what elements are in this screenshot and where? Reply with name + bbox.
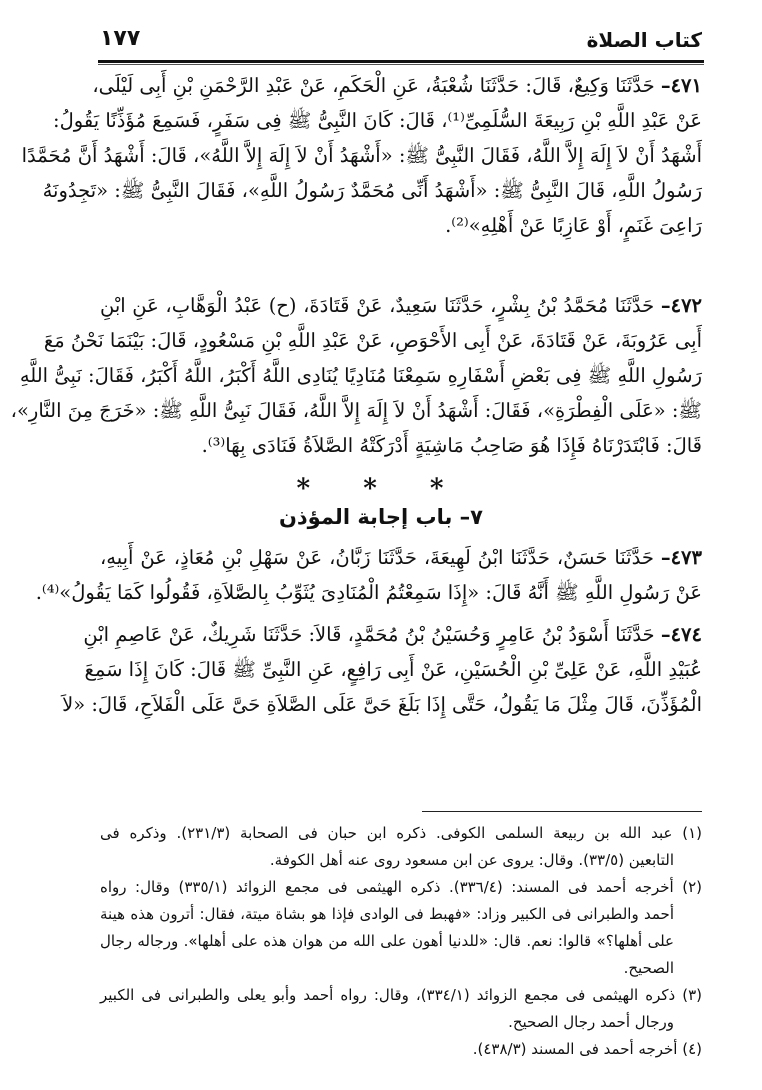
text-line: عُبَيْدِ اللَّهِ، عَنْ عَلِىِّ بْنِ الْحُسَيْنِ، عَنْ أَبِى رَافِعٍ، عَنِ النَّبِىِّ ﷺ قَالَ: كَانَ إِذَا سَمِعَ xyxy=(84,658,702,681)
footnote-1-line: التابعين (٣٣/٥). وقال: يروى عن ابن مسعود روى عنه أهل الكوفة. xyxy=(269,851,674,869)
hadith-471 xyxy=(21,68,702,243)
footnote-rule xyxy=(422,811,702,812)
text-line: رَاعِىَ غَنَمٍ، أَوْ عَازِبًا عَنْ أَهْلِهِ»⁽²⁾. xyxy=(445,214,702,237)
text-line: رَسُولِ اللَّهِ ﷺ فِى بَعْضِ أَسْفَارِهِ سَمِعْنَا مُنَادِيًا يُنَادِى اللَّهُ أَكْبَرُ، اللَّهُ أَكْبَرُ، فَقَالَ: نَبِىُّ اللَّهِ xyxy=(19,364,702,387)
text-line: ﷺ: «عَلَى الْفِطْرَةِ»، فَقَالَ: أَشْهَدُ أَنْ لاَ إِلَهَ إِلاَّ اللَّهُ، فَقَالَ نَبِىُّ اللَّهِ ﷺ: «خَرَجَ مِنَ النَّارِ»، xyxy=(10,399,702,422)
footnote-2-line: أحمد والطبرانى فى الكبير وزاد: «فهبط فى الوادى فإذا هو بشاة ميتة، فقال: أترون هذه هينة xyxy=(100,905,674,923)
hadith-number: ٤٧٢– xyxy=(660,294,703,317)
header-rule xyxy=(98,60,704,63)
text-line: حَدَّثَنَا وَكِيعٌ، قَالَ: حَدَّثَنَا شُعْبَةُ، عَنِ الْحَكَمِ، عَنْ عَبْدِ الرَّحْمَنِ بْنِ أَبِى لَيْلَى، xyxy=(92,74,655,97)
text-line: حَدَّثَنَا حَسَنٌ، حَدَّثَنَا ابْنُ لَهِيعَةَ، حَدَّثَنَا زَبَّانُ، عَنْ سَهْلِ بْنِ مُعَاذٍ، عَنْ أَبِيهِ، xyxy=(100,546,654,569)
hadith-number: ٤٧٤– xyxy=(660,623,702,646)
text-line: حَدَّثَنَا مُحَمَّدُ بْنُ بِشْرٍ، حَدَّثَنَا سَعِيدٌ، عَنْ قَتَادَةَ، (ح) عَبْدُ الْوَهَّابِ، عَنِ ابْنِ xyxy=(100,294,655,317)
footnote-1-line: (١) عبد الله بن ربيعة السلمى الكوفى. ذكره ابن حبان فى الصحابة (٢٣١/٣). وذكره فى xyxy=(100,824,703,842)
text-line: حَدَّثَنَا أَسْوَدُ بْنُ عَامِرٍ وَحُسَيْنُ بْنُ مُحَمَّدٍ، قَالاَ: حَدَّثَنَا شَرِيكٌ، عَنْ عَاصِمِ ابْنِ xyxy=(83,623,655,646)
footnote-3-line: ورجال أحمد رجال الصحيح. xyxy=(508,1013,674,1031)
text-line: قَالَ: فَابْتَدَرْنَاهُ فَإِذَا هُوَ صَاحِبُ مَاشِيَةٍ أَدْرَكَتْهُ الصَّلاَةُ فَنَادَى بِهَا⁽³⁾. xyxy=(201,434,702,457)
page-header xyxy=(100,26,702,56)
header-rule-thin xyxy=(98,64,704,65)
hadith-473 xyxy=(35,540,702,610)
footnote-3-line: (٣) ذكره الهيثمى فى مجمع الزوائد (٣٣٤/١)، وقال: رواه أحمد وأبو يعلى والطبرانى فى الكبير xyxy=(100,986,702,1004)
chapter-title: ٧– باب إجابة المؤذن xyxy=(278,505,483,529)
footnote-2-line: الصحيح. xyxy=(623,959,674,977)
page-number: ١٧٧ xyxy=(100,26,141,51)
hadith-number: ٤٧١– xyxy=(660,74,702,97)
footnote-2-line: على أهلها؟» قالوا: نعم. قال: «للدنيا أهون على الله من هوان هذه على أهلها». ورجاله رجال xyxy=(100,932,674,950)
section-separator: * * * xyxy=(296,474,466,504)
book-title: كتاب الصلاة xyxy=(586,28,702,52)
text-line: عَنْ رَسُولِ اللَّهِ ﷺ أَنَّهُ قَالَ: «إِذَا سَمِعْتُمُ الْمُنَادِىَ يُثَوِّبُ بِالصَّلاَةِ، فَقُولُوا كَمَا يَقُولُ»⁽⁴⁾. xyxy=(35,581,702,604)
hadith-number: ٤٧٣– xyxy=(660,546,702,569)
text-line: أَبِى عَرُوبَةَ، عَنْ قَتَادَةَ، عَنْ أَبِى الأَحْوَصِ، عَنْ عَبْدِ اللَّهِ بْنِ مَسْعُودٍ، قَالَ: بَيْنَمَا نَحْنُ مَعَ xyxy=(43,329,702,352)
hadith-472 xyxy=(10,288,703,463)
text-line: رَسُولُ اللَّهِ، قَالَ النَّبِىُّ ﷺ: «أَشْهَدُ أَنِّى مُحَمَّدٌ رَسُولُ اللَّهِ»، فَقَالَ النَّبِىُّ ﷺ: «تَجِدُونَهُ xyxy=(42,179,702,202)
hadith-474 xyxy=(62,617,702,722)
text-line: الْمُؤَذِّنَ، قَالَ مِثْلَ مَا يَقُولُ، حَتَّى إِذَا بَلَغَ حَىَّ عَلَى الصَّلاَةِ حَىَّ عَلَى الْفَلاَحِ، قَالَ: «لاَ xyxy=(62,693,702,716)
footnotes xyxy=(100,820,702,1063)
text-line: أَشْهَدُ أَنْ لاَ إِلَهَ إِلاَّ اللَّهُ، فَقَالَ النَّبِىُّ ﷺ: «أَشْهَدُ أَنْ لاَ إِلَهَ إِلاَّ اللَّهُ»، قَالَ: أَشْهَدُ أَنَّ مُحَمَّدًا xyxy=(21,144,702,167)
text-line: عَنْ عَبْدِ اللَّهِ بْنِ رَبِيعَةَ السُّلَمِىِّ⁽¹⁾، قَالَ: كَانَ النَّبِىُّ ﷺ فِى سَفَرٍ، فَسَمِعَ مُؤَذِّنًا يَقُولُ: xyxy=(53,109,702,132)
footnote-4-line: (٤) أخرجه أحمد فى المسند (٤٣٨/٣). xyxy=(472,1040,702,1058)
footnote-2-line: (٢) أخرجه أحمد فى المسند: (٣٣٦/٤). ذكره الهيثمى فى مجمع الزوائد (٣٣٥/١) وقال: رواه xyxy=(100,878,702,896)
